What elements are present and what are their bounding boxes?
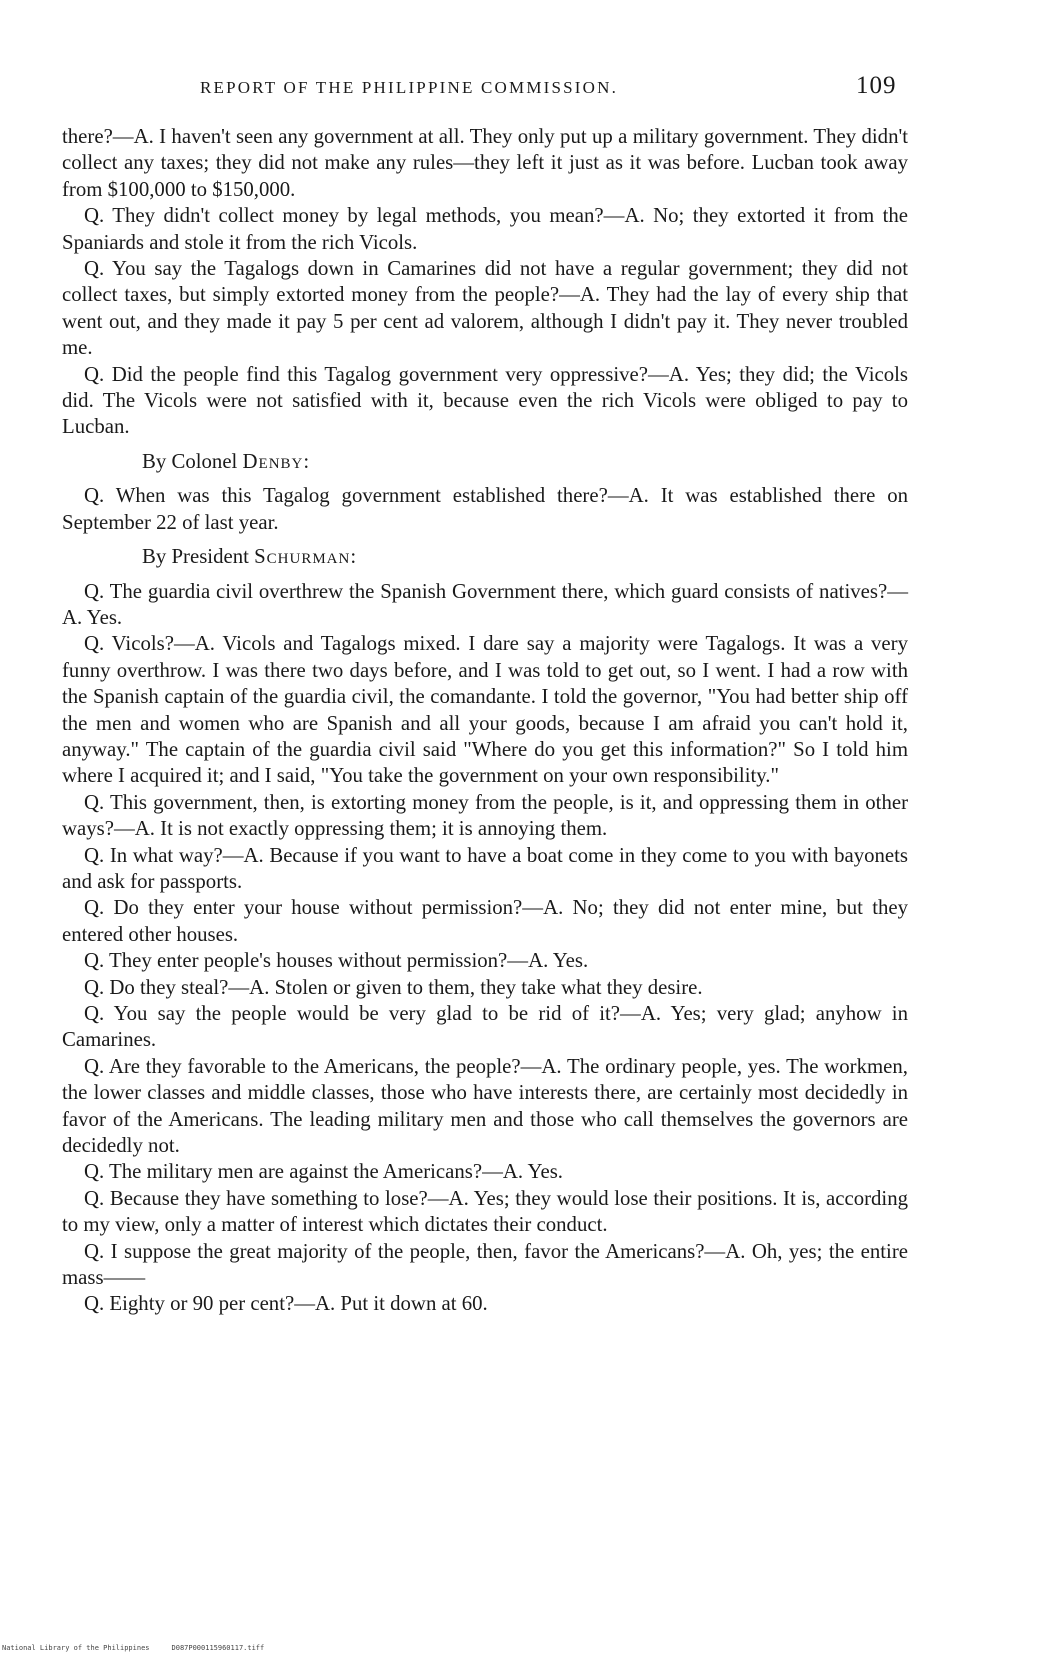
paragraph: Q. Eighty or 90 per cent?—A. Put it down at 60.	[84, 1292, 488, 1316]
paragraph: Q. Because they have something to lose?—A. Yes; they would lose their positions. It is, according to my view, only a matter of interest which dictates their conduct.	[62, 1186, 908, 1237]
speaker-heading	[62, 544, 908, 570]
speaker-name: Denby	[242, 449, 304, 473]
paragraph: Q. They enter people's houses without permission?—A. Yes.	[84, 949, 589, 973]
paragraph: Q. In what way?—A. Because if you want to have a boat come in they come to you with bayonets and ask for passports.	[62, 843, 908, 893]
body-text	[62, 124, 908, 1318]
paragraph: Q. This government, then, is extorting money from the people, is it, and oppressing them in other ways?—A. It is not exactly oppressing them; it is annoying them.	[62, 790, 908, 841]
paragraph: Q. The guardia civil overthrew the Spanish Government there, which guard consists of natives?—A. Yes.	[62, 579, 908, 629]
speaker-heading	[62, 449, 908, 475]
paragraph: Q. Do they steal?—A. Stolen or given to them, they take what they desire.	[84, 975, 703, 999]
speaker-name: Schurman	[254, 545, 351, 569]
paragraph: Q. Do they enter your house without permission?—A. No; they did not enter mine, but they entered other houses.	[62, 896, 908, 946]
paragraph: Q. Are they favorable to the Americans, the people?—A. The ordinary people, yes. The workmen, the lower classes and middle classes, those who have interests there, are certainly most decidedly in favor of the Americans. The leading military men and those who call themselves the governors are decidedly not.	[62, 1054, 908, 1158]
file-id: D087P000115960117.tiff	[171, 1644, 265, 1652]
scan-footer	[2, 1644, 264, 1652]
speaker-suffix: :	[350, 545, 357, 569]
paragraph: there?—A. I haven't seen any government at all. They only put up a military government. They didn't collect any taxes; they did not make any rules—they left it just as it was before. Lucban took away from $100,000 to $150,000.	[62, 125, 908, 201]
speaker-suffix: :	[303, 449, 310, 473]
paragraph: Q. Did the people find this Tagalog government very oppressive?—A. Yes; they did; the Vicols did. The Vicols were not satisfied with it, because even the rich Vicols were obliged to pay to Lucban.	[62, 362, 908, 439]
speaker-prefix: By Colonel	[142, 449, 238, 473]
paragraph: Q. The military men are against the Americans?—A. Yes.	[84, 1160, 563, 1184]
paragraph: Q. Vicols?—A. Vicols and Tagalogs mixed. I dare say a majority were Tagalogs. It was a very funny overthrow. I was there two days before, and I was told to get out, so I went. I had a row with the Spanish captain of the guardia civil, the comandante. I told the governor, "You had better ship off the men and women who are Spanish and all your goods, because I am afraid you can't hold it, anyway." The captain of the guardia civil said "Where do you get this information?" So I told him where I acquired it; and I said, "You take the government on your own responsibility."	[62, 632, 908, 788]
speaker-prefix: By President	[142, 545, 249, 569]
paragraph: Q. When was this Tagalog government established there?—A. It was established there on September 22 of last year.	[62, 484, 908, 534]
running-title: REPORT OF THE PHILIPPINE COMMISSION.	[200, 78, 619, 97]
paragraph: Q. They didn't collect money by legal methods, you mean?—A. No; they extorted it from the Spaniards and stole it from the rich Vicols.	[62, 204, 908, 254]
paragraph: Q. I suppose the great majority of the people, then, favor the Americans?—A. Oh, yes; the entire mass——	[62, 1239, 908, 1290]
page-number: 109	[856, 72, 897, 99]
paragraph: Q. You say the people would be very glad to be rid of it?—A. Yes; very glad; anyhow in Camarines.	[62, 1002, 908, 1052]
paragraph: Q. You say the Tagalogs down in Camarines did not have a regular government; they did not collect taxes, but simply extorted money from the people?—A. They had the lay of every ship that went out, and they made it pay 5 per cent ad valorem, although I didn't pay it. They never troubled me.	[62, 257, 908, 360]
library-credit: National Library of the Philippines	[2, 1644, 150, 1652]
